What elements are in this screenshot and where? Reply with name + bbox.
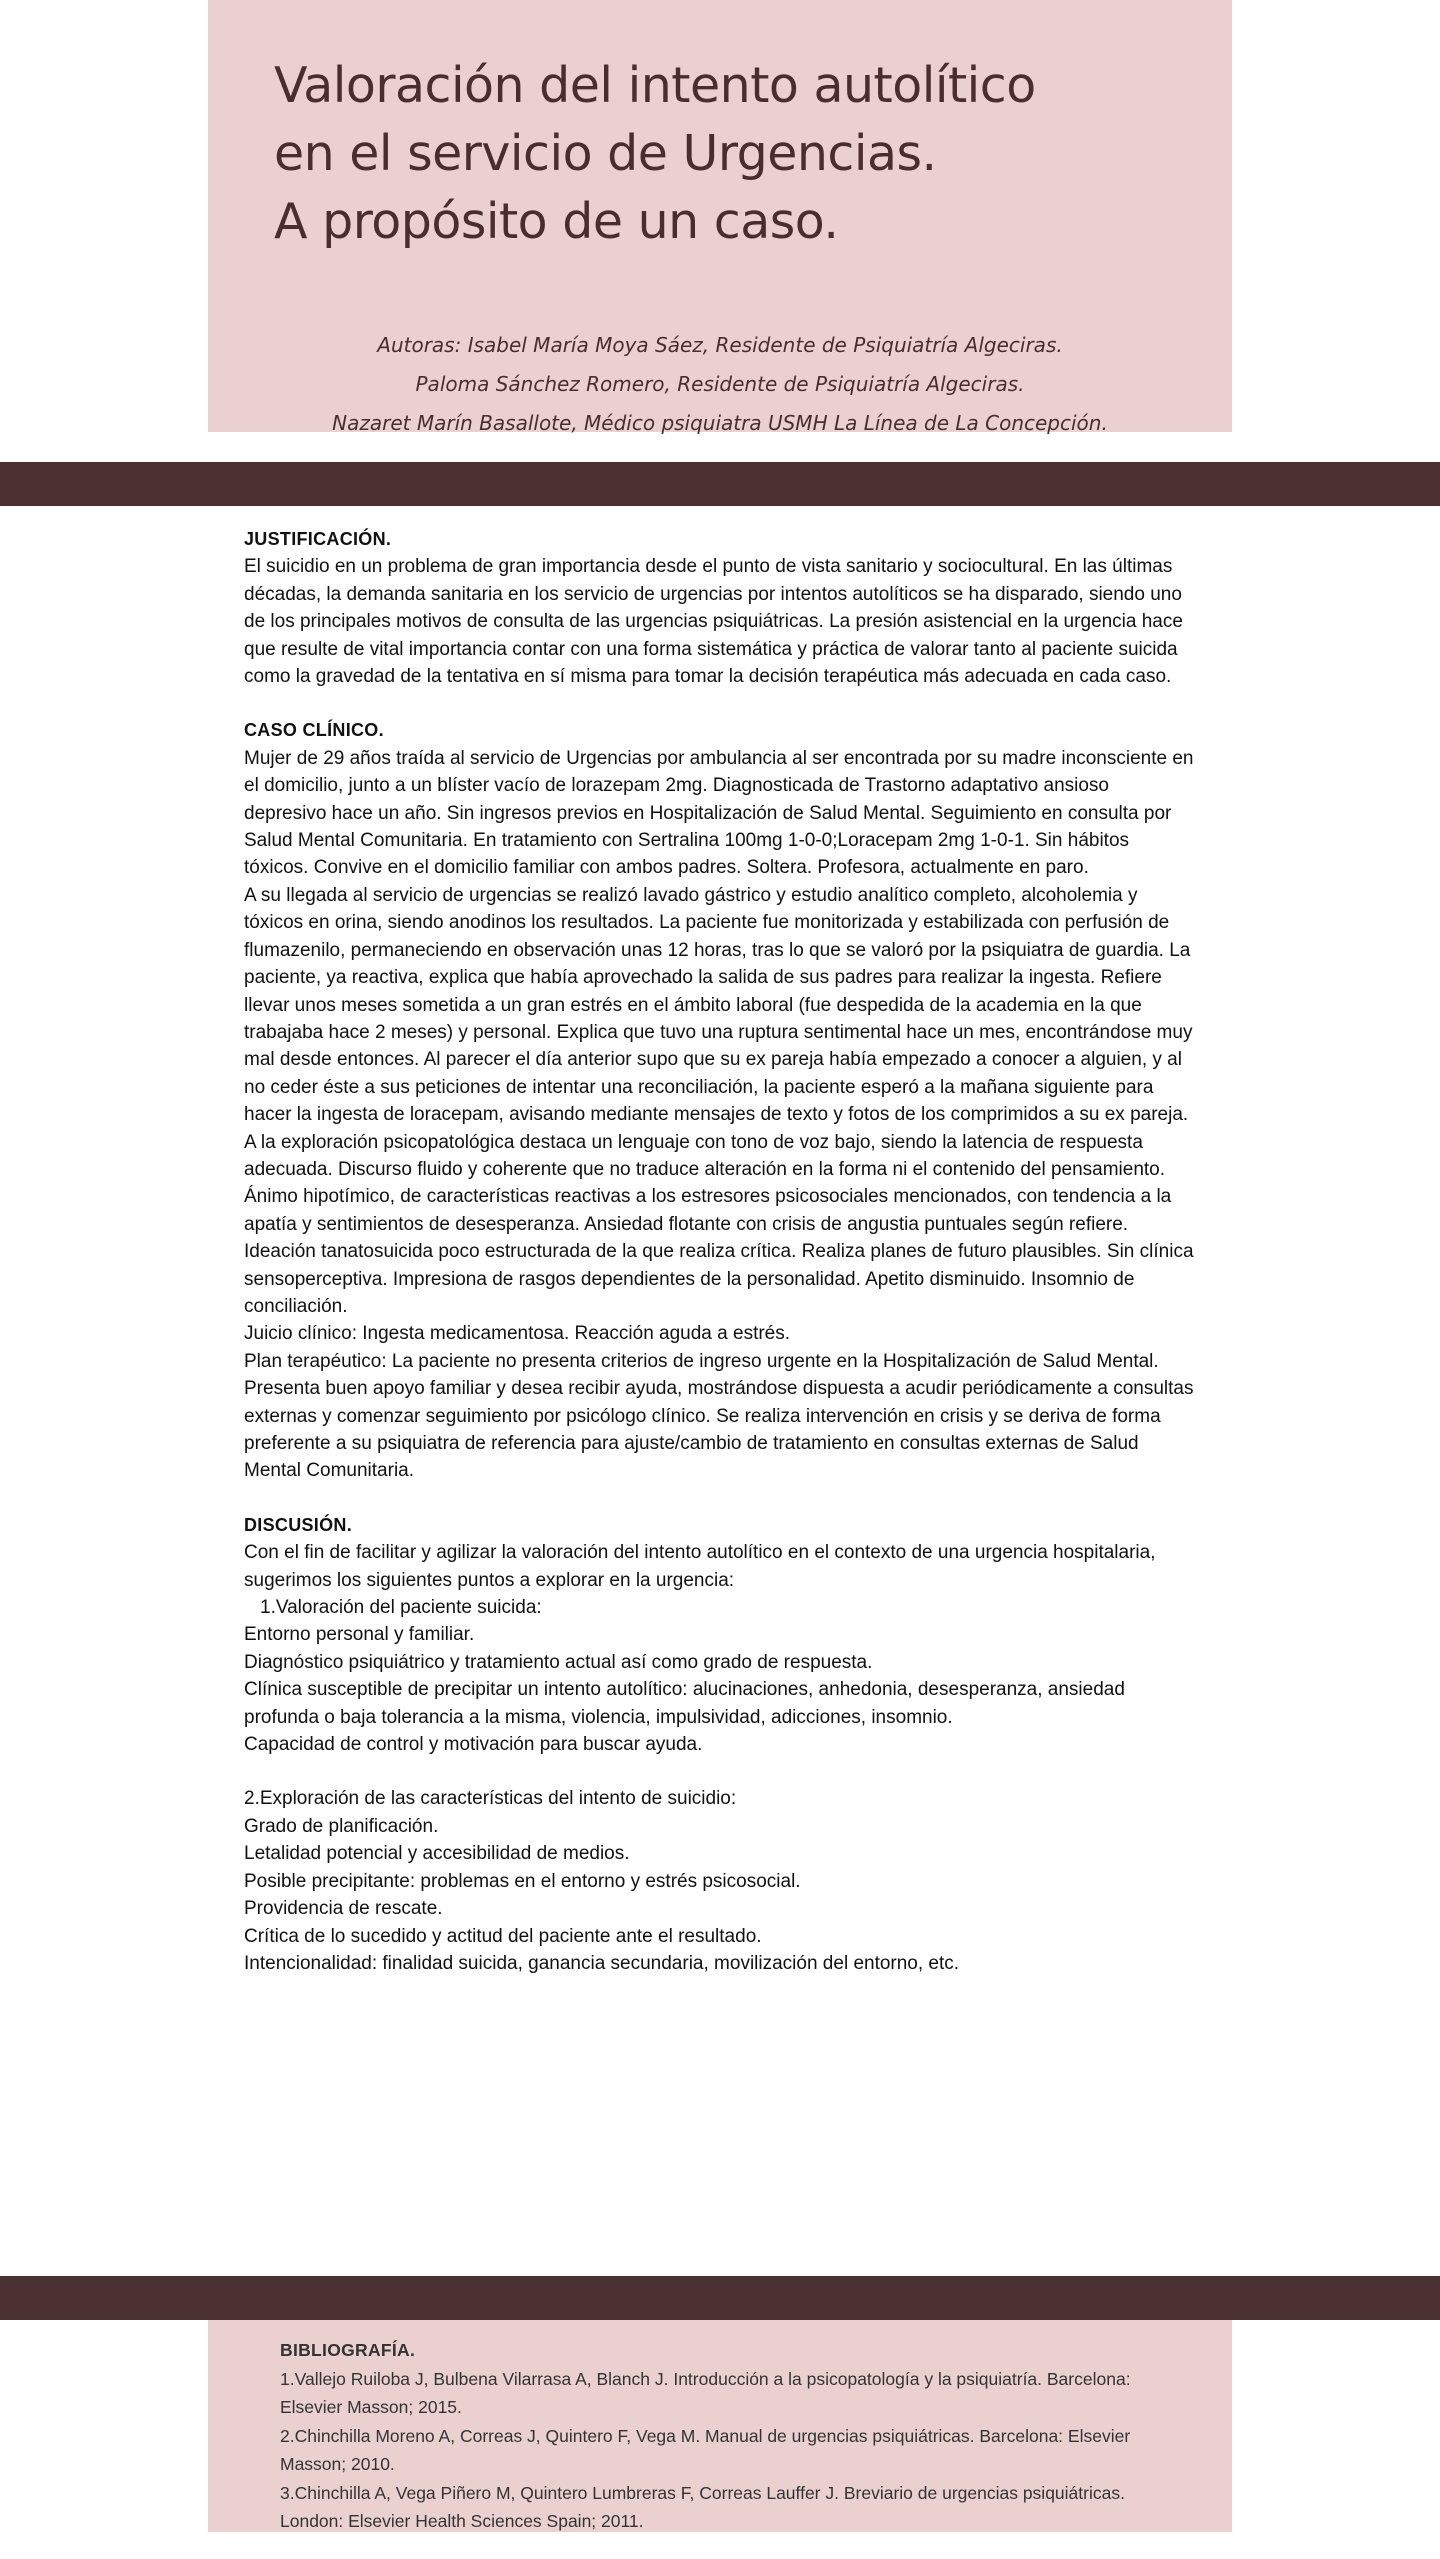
reference-item: 3.Chinchilla A, Vega Piñero M, Quintero Lumbreras F, Correas Lauffer J. Breviario de urgencias psiquiátricas. London: Elsevier Health Sciences Spain; 2011.: [280, 2482, 1125, 2531]
divider-band-bottom: [0, 2276, 1440, 2320]
header-box: [208, 0, 1232, 435]
section-heading: CASO CLÍNICO.: [244, 720, 384, 741]
list-item: Posible precipitante: problemas en el entorno y estrés psicosocial.: [244, 1870, 801, 1892]
bibliography-heading: BIBLIOGRAFÍA.: [280, 2340, 416, 2360]
list-title: 1.Valoración del paciente suicida:: [260, 1597, 542, 1619]
list-item: Diagnóstico psiquiátrico y tratamiento actual así como grado de respuesta.: [244, 1651, 873, 1673]
section-caso-clinico: [244, 717, 1194, 1484]
title-line: Valoración del intento autolítico: [274, 57, 1036, 114]
paragraph: A la exploración psicopatológica destaca un lenguaje con tono de voz bajo, siendo la latencia de respuesta adecuada. Discurso fluido y coherente que no traduce alteración en la forma ni el contenido del pensamiento. Ánimo hipotímico, de características reactivas a los estresores psicosociales mencionados, con tendencia a la apatía y sentimientos de desesperanza. Ansiedad flotante con crisis de angustia puntuales según refiere. Ideación tanatosuicida poco estructurada de la que realiza crítica. Realiza planes de futuro plausibles. Sin clínica sensoperceptiva. Impresiona de rasgos dependientes de la personalidad. Apetito disminuido. Insomnio de conciliación.: [244, 1131, 1194, 1317]
reference-item: 2.Chinchilla Moreno A, Correas J, Quintero F, Vega M. Manual de urgencias psiquiátricas. Barcelona: Elsevier Masson; 2010.: [280, 2425, 1131, 2474]
title-line: en el servicio de Urgencias.: [274, 125, 937, 182]
spacer: [244, 1758, 1194, 1785]
paragraph: El suicidio en un problema de gran importancia desde el punto de vista sanitario y sociocultural. En las últimas décadas, la demanda sanitaria en los servicio de urgencias por intentos autolíticos se ha disparado, siendo uno de los principales motivos de consulta de las urgencias psiquiátricas. La presión asistencial en la urgencia hace que resulte de vital importancia contar con una forma sistemática y práctica de valorar tanto al paciente suicida como la gravedad de la tentativa en sí misma para tomar la decisión terapéutica más adecuada en cada caso.: [244, 556, 1183, 688]
list-item: Providencia de rescate.: [244, 1898, 443, 1920]
list-item: Clínica susceptible de precipitar un intento autolítico: alucinaciones, anhedonia, desesperanza, ansiedad profunda o baja tolerancia a la misma, violencia, impulsividad, adicciones, insomnio.: [244, 1679, 1125, 1728]
author-line: Paloma Sánchez Romero, Residente de Psiquiatría Algeciras.: [415, 372, 1025, 396]
paragraph: Mujer de 29 años traída al servicio de Urgencias por ambulancia al ser encontrada por su madre inconsciente en el domicilio, junto a un blíster vacío de lorazepam 2mg. Diagnosticada de Trastorno adaptativo ansioso depresivo hace un año. Sin ingresos previos en Hospitalización de Salud Mental. Seguimiento en consulta por Salud Mental Comunitaria. En tratamiento con Sertralina 100mg 1-0-0;Loracepam 2mg 1-0-1. Sin hábitos tóxicos. Convive en el domicilio familiar con ambos padres. Soltera. Profesora, actualmente en paro.: [244, 747, 1194, 879]
author-line: Autoras: Isabel María Moya Sáez, Residente de Psiquiatría Algeciras.: [377, 333, 1063, 357]
section-discusion: [244, 1512, 1194, 1978]
paragraph: Con el fin de facilitar y agilizar la valoración del intento autolítico en el contexto de una urgencia hospitalaria, sugerimos los siguientes puntos a explorar en la urgencia:: [244, 1542, 1156, 1591]
bibliography-box: [208, 2320, 1232, 2532]
section-heading: JUSTIFICACIÓN.: [244, 529, 392, 549]
reference-item: 1.Vallejo Ruiloba J, Bulbena Vilarrasa A, Blanch J. Introducción a la psicopatología y la psiquiatría. Barcelona: Elsevier Masson; 2015.: [280, 2368, 1131, 2417]
list-item: Crítica de lo sucedido y actitud del paciente ante el resultado.: [244, 1925, 762, 1947]
paragraph: A su llegada al servicio de urgencias se realizó lavado gástrico y estudio analítico completo, alcoholemia y tóxicos en orina, siendo anodinos los resultados. La paciente fue monitorizada y estabilizada con perfusión de flumazenilo, permaneciendo en observación unas 12 horas, tras lo que se valoró por la psiquiatra de guardia. La paciente, ya reactiva, explica que había aprovechado la salida de sus padres para realizar la ingesta. Refiere llevar unos meses sometida a un gran estrés en el ámbito laboral (fue despedida de la academia en la que trabajaba hace 2 meses) y personal. Explica que tuvo una ruptura sentimental hace un mes, encontrándose muy mal desde entonces. Al parecer el día anterior supo que su ex pareja había empezado a conocer a alguien, y al no ceder éste a sus peticiones de intentar una reconciliación, la paciente esperó a la mañana siguiente para hacer la ingesta de loracepam, avisando mediante mensajes de texto y fotos de los comprimidos a su ex pareja.: [244, 884, 1193, 1126]
title-line: A propósito de un caso.: [274, 193, 839, 250]
list-item: Grado de planificación.: [244, 1815, 439, 1837]
authors-block: [208, 326, 1232, 443]
list-item: Capacidad de control y motivación para buscar ayuda.: [244, 1734, 703, 1756]
poster-title: [274, 52, 1214, 256]
section-heading: DISCUSIÓN.: [244, 1514, 353, 1535]
list-item: Letalidad potencial y accesibilidad de medios.: [244, 1843, 630, 1865]
paragraph: Juicio clínico: Ingesta medicamentosa. Reacción aguda a estrés.: [244, 1323, 791, 1345]
paragraph: Plan terapéutico: La paciente no presenta criterios de ingreso urgente en la Hospitalización de Salud Mental. Presenta buen apoyo familiar y desea recibir ayuda, mostrándose dispuesta a acudir periódicamente a consultas externas y comenzar seguimiento por psicólogo clínico. Se realiza intervención en crisis y se deriva de forma preferente a su psiquiatra de referencia para ajuste/cambio de tratamiento en consultas externas de Salud Mental Comunitaria.: [244, 1350, 1194, 1482]
author-line: Nazaret Marín Basallote, Médico psiquiatra USMH La Línea de La Concepción.: [332, 411, 1108, 435]
list-title: 2.Exploración de las características del intento de suicidio:: [244, 1788, 737, 1810]
list-item: Entorno personal y familiar.: [244, 1624, 475, 1646]
bibliography: [280, 2336, 1180, 2536]
section-justificacion: [244, 526, 1194, 690]
list-item: Intencionalidad: finalidad suicida, ganancia secundaria, movilización del entorno, etc.: [244, 1952, 960, 1974]
divider-band-top: [0, 462, 1440, 506]
main-content: [244, 526, 1194, 2004]
